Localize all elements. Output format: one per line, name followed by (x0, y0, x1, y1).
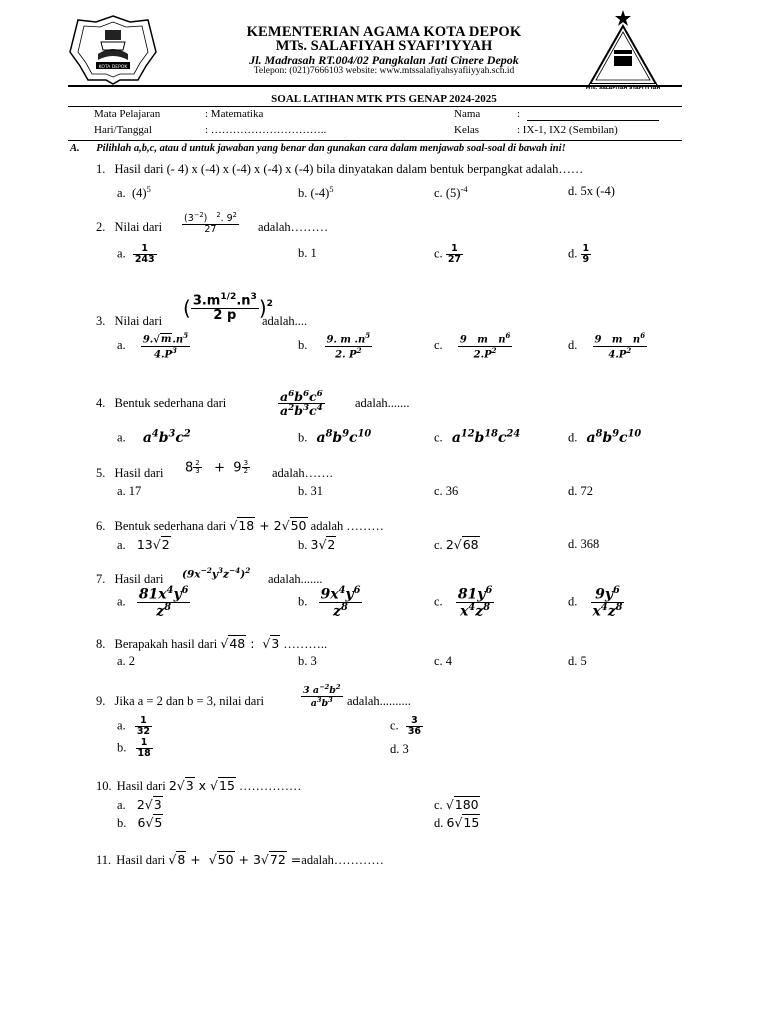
question-text: Hasil dari (- 4) x (-4) x (-4) x (-4) x (-4) bila dinyatakan dalam bentuk berpangkat adalah…… (114, 162, 584, 176)
question-1 (96, 162, 583, 177)
question-number: 4. (96, 396, 106, 410)
q2-expression: $\frac{(3^{-2}) ^2. 9^2}{27}$ (184, 211, 237, 236)
question-tail: adalah ……… (310, 519, 384, 533)
school-name: MTs. SALAFIYAH SYAFI’IYYAH (275, 38, 493, 54)
name-value: : (517, 108, 521, 120)
question-text: Nilai dari (114, 314, 163, 328)
q5-tail: adalah……. (272, 466, 333, 480)
school-contact: Telepon: (021)7666103 website: www.mtssalafiyahsyafiiyyah.sch.id (253, 66, 515, 76)
q3-option-a[interactable]: a. $\frac{9.√m.n^5}{4.P^3}$ (117, 331, 189, 361)
q6-option-b[interactable]: b. 3√2 (298, 537, 336, 552)
q4-option-b[interactable]: b. $a^8b^9c^{10}$ (298, 428, 372, 446)
q5-option-a[interactable]: a. 17 (117, 484, 142, 498)
q4-tail: adalah....... (355, 396, 410, 410)
question-10: 10. Hasil dari 2√3 x √15 …………… (96, 778, 302, 793)
q5-option-d[interactable]: d. 72 (568, 484, 593, 498)
q3-option-c[interactable]: c. $\frac{9 m n^6}{2.P^2}$ (434, 331, 511, 361)
q4-expression: $\frac{a^6b^6c^6}{a^2b^3c^4}$ (280, 389, 323, 419)
q7-option-d[interactable]: d. $\frac{9y^6}{x^4z^8}$ (568, 585, 623, 620)
instruction-letter: A. (70, 143, 80, 154)
q9-option-d[interactable]: d. 3 (390, 742, 409, 756)
q4-option-c[interactable]: c. $a^{12}b^{18}c^{24}$ (434, 428, 521, 446)
q1-option-b[interactable]: b. $(-4)^5$ (298, 184, 334, 201)
info-rule (68, 140, 682, 141)
question-7 (96, 572, 163, 587)
q7-option-a[interactable]: a. $\frac{81x^4y^6}{z^8}$ (117, 585, 189, 620)
question-text: Hasil dari (116, 779, 166, 793)
q1-option-d[interactable]: d. 5x (-4) (568, 184, 615, 198)
question-tail: adalah………… (301, 853, 384, 867)
question-number: 5. (96, 466, 106, 480)
q9-tail: adalah.......... (347, 694, 411, 708)
question-number: 8. (96, 637, 106, 651)
question-text: Bentuk sederhana dari (114, 519, 227, 533)
subject-label: Mata Pelajaran (94, 108, 161, 120)
q10-option-b[interactable]: b. 6√5 (117, 815, 163, 830)
q8-option-a[interactable]: a. 2 (117, 654, 136, 668)
question-6: 6. Bentuk sederhana dari √18 + 2√50 adalah ……… (96, 518, 384, 533)
title-rule (68, 106, 682, 107)
q2-option-c[interactable]: c. $\frac{1}{27}$ (434, 243, 462, 265)
question-9 (96, 694, 264, 709)
question-tail: …………… (239, 779, 302, 793)
q3-expression: ( $\frac{3.m^{1/2}.n^3}{2 p}$ )$^2$ (183, 292, 273, 323)
question-number: 6. (96, 519, 106, 533)
question-tail: ……….. (283, 637, 328, 651)
name-label: Nama (454, 108, 481, 120)
q2-tail: adalah……… (258, 220, 329, 234)
q9-option-a[interactable]: a. $\frac{1}{32}$ (117, 715, 151, 737)
question-text: Nilai dari (114, 220, 163, 234)
question-11: 11. Hasil dari √8 + √50 + 3√72 =adalah………… (96, 852, 384, 867)
school-address: Jl. Madrasah RT.004/02 Pangkalan Jati Cinere Depok (249, 53, 519, 67)
question-text: Bentuk sederhana dari (114, 396, 227, 410)
class-label: Kelas (454, 124, 480, 136)
q5-option-c[interactable]: c. 36 (434, 484, 459, 498)
q6-option-d[interactable]: d. 368 (568, 537, 600, 551)
q7-expression: $(9x^{-2}y^3z^{-4})^2$ (182, 566, 251, 581)
q3-tail: adalah.... (262, 314, 308, 328)
question-4 (96, 396, 226, 411)
q2-option-d[interactable]: d. $\frac{1}{9}$ (568, 243, 590, 265)
question-text: Hasil dari (114, 572, 164, 586)
instruction (70, 143, 566, 154)
question-number: 2. (96, 220, 106, 234)
q5-option-b[interactable]: b. 31 (298, 484, 323, 498)
q5-expression: 8 $\frac{2}{3}$ + 9 $\frac{3}{2}$ (185, 459, 249, 476)
question-number: 7. (96, 572, 106, 586)
instruction-text: Pilihlah a,b,c, atau d untuk jawaban yang benar dan gunakan cara dalam menjawab soal-soal di bawah ini! (96, 143, 566, 154)
q4-option-a[interactable]: a. $a^4b^3c^2$ (117, 428, 191, 446)
question-number: 1. (96, 162, 106, 176)
question-8: 8. Berapakah hasil dari √48 : √3 ……….. (96, 636, 328, 651)
q2-option-b[interactable]: b. 1 (298, 246, 317, 260)
ministry-name: KEMENTERIAN AGAMA KOTA DEPOK (246, 24, 522, 40)
class-value: : IX-1, IX2 (Sembilan) (517, 124, 618, 136)
q3-option-d[interactable]: d. $\frac{9 m n^6}{4.P^2}$ (568, 331, 646, 361)
q3-option-b[interactable]: b. $\frac{9. m .n^5}{2. P^2}$ (298, 331, 371, 361)
header-rule (68, 85, 682, 87)
q10-option-a[interactable]: a. 2√3 (117, 797, 162, 812)
name-blank-line (527, 120, 659, 121)
question-number: 10. (96, 779, 112, 793)
q8-option-d[interactable]: d. 5 (568, 654, 587, 668)
question-text: Hasil dari (116, 853, 166, 867)
q10-option-d[interactable]: d. 6√15 (434, 815, 480, 830)
q6-option-c[interactable]: c. 2√68 (434, 537, 479, 552)
q6-option-a[interactable]: a. 13√2 (117, 537, 170, 552)
question-number: 3. (96, 314, 106, 328)
q1-option-a[interactable]: a. $(4)^5$ (117, 184, 151, 201)
q9-expression: $\frac{3 a^{-2}b^2}{a^3b^3}$ (303, 683, 341, 710)
logo-left-caption: KOTA DEPOK (98, 65, 128, 70)
q9-option-b[interactable]: b. $\frac{1}{18}$ (117, 737, 151, 759)
q7-option-c[interactable]: c. $\frac{81y^6}{x^4z^8}$ (434, 585, 493, 620)
question-number: 11. (96, 853, 112, 867)
q7-option-b[interactable]: b. $\frac{9x^4y^6}{z^8}$ (298, 585, 361, 620)
question-text: Berapakah hasil dari (114, 637, 218, 651)
exam-title: SOAL LATIHAN MTK PTS GENAP 2024-2025 (271, 93, 497, 105)
question-text: Jika a = 2 dan b = 3, nilai dari (114, 694, 264, 708)
q1-option-c[interactable]: c. $(5)^{-4}$ (434, 184, 468, 201)
question-3 (96, 314, 162, 329)
question-text: Hasil dari (114, 466, 164, 480)
q8-option-c[interactable]: c. 4 (434, 654, 453, 668)
q7-tail: adalah....... (268, 572, 323, 586)
question-number: 9. (96, 694, 106, 708)
logo-right-caption: MTs. SALAFIYAH SYAFI'IYYAH (586, 86, 661, 90)
q9-option-c[interactable]: c. $\frac{3}{36}$ (390, 715, 422, 737)
question-5 (96, 466, 163, 481)
subject-value: : Matematika (205, 108, 264, 120)
date-value: : ………………………….. (205, 124, 327, 136)
q10-option-c[interactable]: c. √180 (434, 797, 479, 812)
q8-option-b[interactable]: b. 3 (298, 654, 317, 668)
q4-option-d[interactable]: d. $a^8b^9c^{10}$ (568, 428, 642, 446)
date-label: Hari/Tanggal (94, 124, 152, 136)
q2-option-a[interactable]: a. $\frac{1}{243}$ (117, 243, 155, 265)
question-2 (96, 220, 162, 235)
